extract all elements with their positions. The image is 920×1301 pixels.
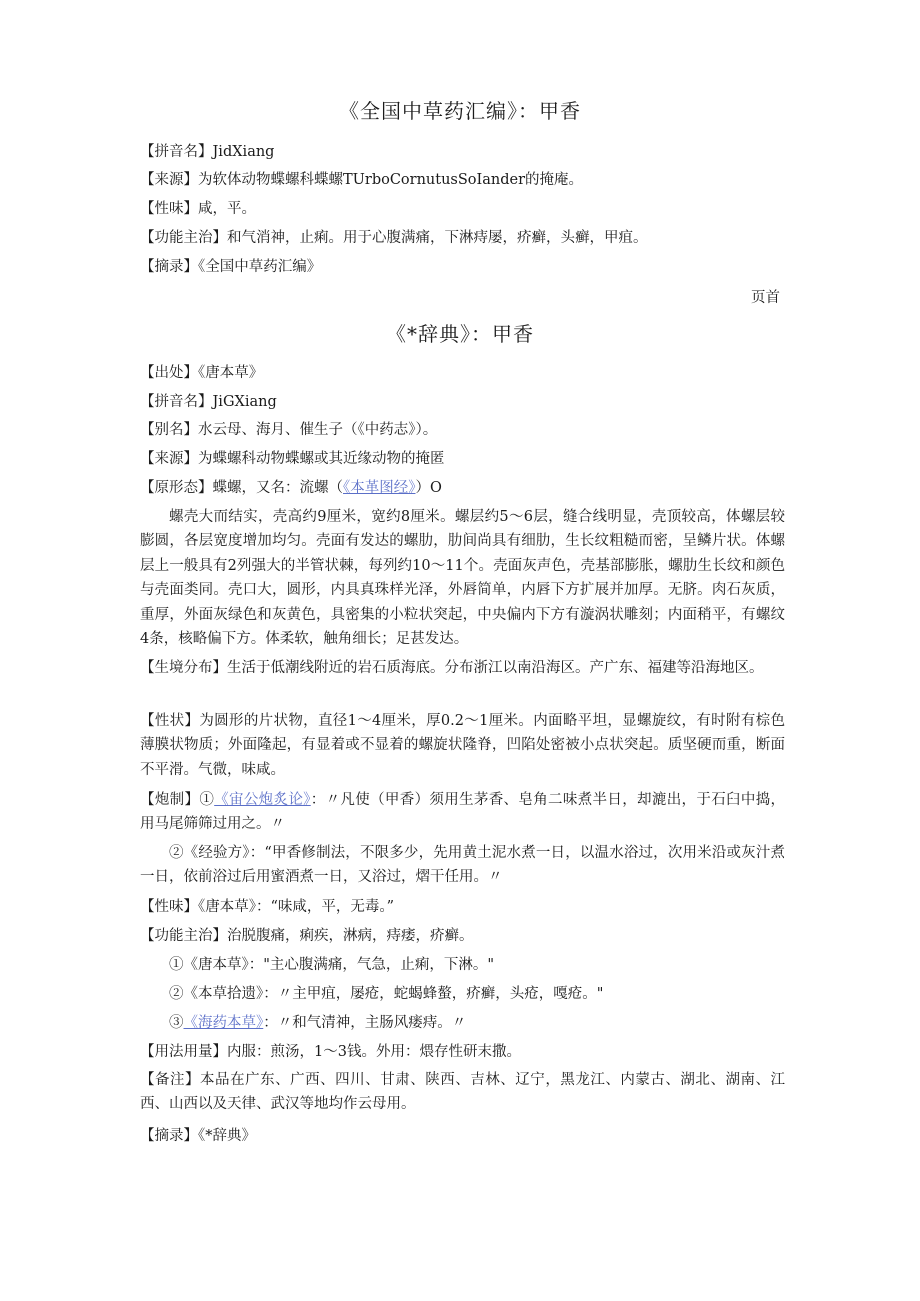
section2-habitat: 【生境分布】生活于低潮线附近的岩石质海底。分布浙江以南沿海区。产广东、福建等沿海地区。 — [140, 660, 764, 676]
section2-origin: 【出处】《唐本草》 — [140, 365, 264, 381]
page-top-link[interactable]: 页首 — [751, 290, 780, 306]
leigong-paozhilun-link[interactable]: 《宙公炮炙论》 — [214, 792, 311, 808]
section2-function: 【功能主治】治脱腹痛，痢疾，淋病，痔痿，疥癣。 — [140, 928, 474, 944]
section2-alias: 【别名】水云母、海月、催生子（《中药志》）。 — [140, 422, 438, 438]
section2-source: 【来源】为蝶螺科动物蝶螺或其近缘动物的掩匿 — [140, 451, 445, 467]
section2-title: 《*辞典》：甲香 — [386, 322, 534, 346]
function-item-3-text: ：〃和气清神，主肠风瘘痔。〃 — [263, 1015, 467, 1031]
section1-function: 【功能主治】和气消神，止痢。用于心腹满痛，下淋痔屡，疥癣，头癣，甲疽。 — [140, 230, 648, 246]
section2-morphology-heading — [140, 476, 790, 500]
function-item-1: ①《唐本草》："主心腹满痛，气急，止痢，下淋。" — [169, 957, 495, 973]
section1-excerpt: 【摘录】《全国中草药汇编》 — [140, 259, 322, 275]
bencao-tujing-link[interactable]: 《本革图经》 — [343, 480, 416, 496]
section1-taste: 【性味】咸，平。 — [140, 201, 256, 217]
section2-taste: 【性味】《唐本草》：“味咸，平，无毒。” — [140, 899, 395, 915]
morphology-suffix: ）O — [415, 480, 442, 496]
haiyao-bencao-link[interactable]: 《海药本草》 — [183, 1015, 264, 1031]
section1-title: 《全国中草药汇编》：甲香 — [339, 99, 581, 123]
function-item-3 — [169, 1011, 819, 1035]
section2-morphology-body: 螺壳大而结实，壳高约9厘米，宽约8厘米。螺层约5〜6层，缝合线明显，壳顶较高，体螺层较膨圆，各层宽度增加均匀。壳面有发达的螺肋，肋间尚具有细肋，生长纹粗糙而密，呈鳞片状。体螺层上一般具有2列强大的半管状棘，每列约10〜11个。壳面灰声色，壳基部膨胀，螺肋生长纹和颜色与壳面类同。壳口大，圆形，内具真珠样光泽，外唇简单，内唇下方扩展并加厚。无脐。肉石灰质，重厚，外面灰绿色和灰黄色，具密集的小粒状突起，中央偏内下方有漩涡状雕刻；内面稍平，有螺纹4条，核略偏下方。体柔软，触角细长；足甚发达。 — [140, 509, 785, 648]
section2-processing — [140, 788, 785, 837]
morphology-prefix: 【原形态】蝶螺，又名：流螺（ — [140, 480, 343, 496]
function-item-3-prefix: ③ — [169, 1015, 184, 1031]
section2-character: 【性状】为圆形的片状物，直径1〜4厘米，厚0.2〜1厘米。内面略平坦，显螺旋纹，有时附有棕色薄膜状物质；外面隆起，有显着或不显着的螺旋状隆脊，凹陷处密被小点状突起。质坚硬而重，断面不平滑。气微，味咸。 — [140, 713, 785, 778]
processing-prefix: 【炮制】① — [140, 792, 215, 808]
section1-pinyin: 【拼音名】JidXiang — [140, 144, 275, 160]
section2-dosage: 【用法用量】内服：煎汤，1〜3钱。外用：煨存性研末撒。 — [140, 1044, 521, 1060]
section2-excerpt: 【摘录】《*辞典》 — [140, 1128, 256, 1144]
processing-text: ：〃凡使（甲香）须用生茅香、皂角二味煮半日，却漉出，于石臼中捣，用马尾筛筛过用之。〃 — [140, 792, 786, 833]
section2-pinyin: 【拼音名】JiGXiang — [140, 394, 277, 410]
section1-source: 【来源】为软体动物蝶螺科蝶螺TUrboCornutusSoIander的掩庵。 — [140, 172, 584, 188]
section2-processing-2: ②《经验方》：“甲香修制法，不限多少，先用黄土泥水煮一日，以温水浴过，次用米沿或灰汁煮一日，依前浴过后用蜜酒煮一日，又浴过，熠干任用。〃 — [140, 845, 785, 886]
function-item-2: ②《本草拾遗》：〃主甲疽，屡疮，蛇蝎蜂螯，疥癣，头疮，嘎疮。" — [169, 986, 604, 1002]
section2-notes: 【备注】本品在广东、广西、四川、甘肃、陕西、吉林、辽宁，黑龙江、内蒙古、湖北、湖南、江西、山西以及天律、武汉等地均作云母用。 — [140, 1072, 785, 1113]
